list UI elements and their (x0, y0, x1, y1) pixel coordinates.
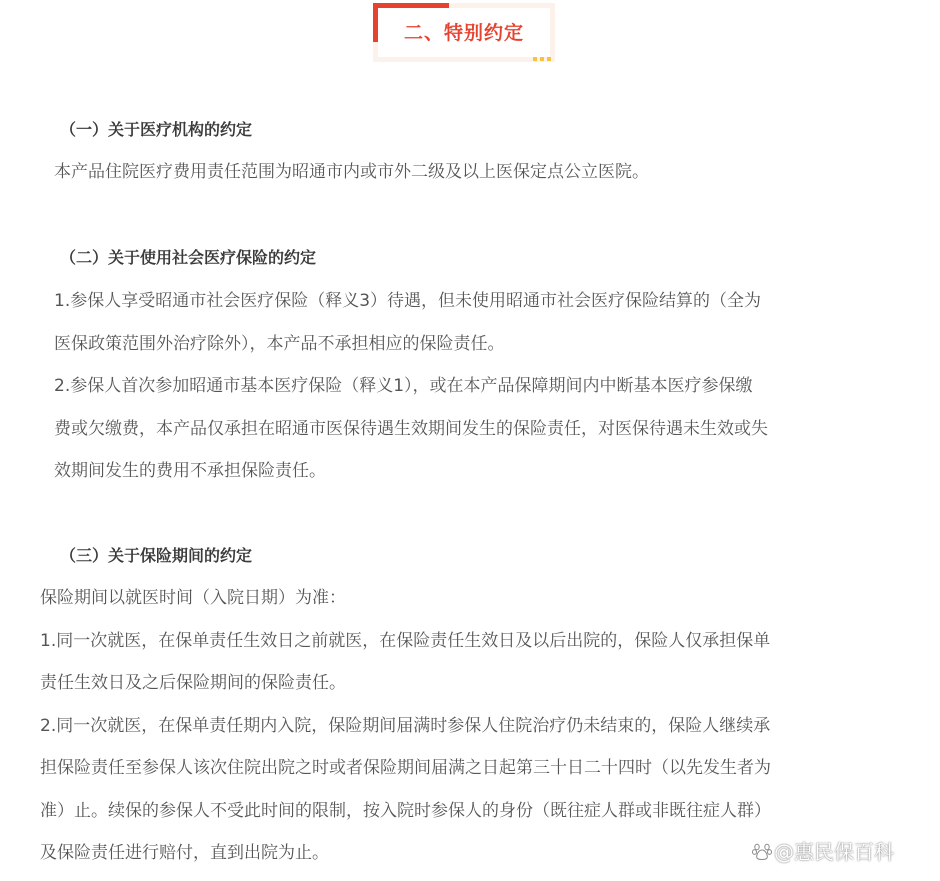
text-line: 保险期间以就医时间（入院日期）为准： (40, 588, 346, 608)
title-corner-top-accent (373, 3, 449, 8)
text-line: 医保政策范围外治疗除外），本产品不承担相应的保险责任。 (54, 333, 505, 354)
text-line: 及保险责任进行赔付，直到出院为止。 (40, 843, 329, 863)
section-title: 二、特别约定 (403, 22, 524, 44)
text-line: 效期间发生的费用不承担保险责任。 (54, 461, 326, 481)
baidu-paw-icon (752, 841, 772, 861)
text-line: 1.参保人享受昭通市社会医疗保险（释义3）待遇，但未使用昭通市社会医疗保险结算的（全为 (54, 291, 762, 311)
heading-medical-institution: （一）关于医疗机构的约定 (60, 120, 253, 139)
paragraph-social-insurance (54, 280, 768, 493)
paragraph-insurance-period (40, 577, 771, 875)
text-line: 2.同一次就医，在保单责任期内入院，保险期间届满时参保人住院治疗仍未结束的，保险人继续承 (40, 715, 771, 736)
text-line: 本产品住院医疗费用责任范围为昭通市内或市外二级及以上医保定点公立医院。 (54, 162, 649, 182)
text-line: 责任生效日及之后保险期间的保险责任。 (40, 673, 346, 693)
text-line: 费或欠缴费，本产品仅承担在昭通市医保待遇生效期间发生的保险责任，对医保待遇未生效或失 (54, 418, 768, 439)
text-line: 准）止。续保的参保人不受此时间的限制，按入院时参保人的身份（既往症人群或非既往症人群） (40, 800, 771, 821)
watermark (752, 836, 894, 865)
title-dots-decoration (533, 57, 551, 61)
text-line: 担保险责任至参保人该次住院出院之时或者保险期间届满之日起第三十日二十四时（以先发生者为 (40, 758, 771, 778)
watermark-text: @惠民保百科 (774, 840, 894, 864)
heading-insurance-period: （三）关于保险期间的约定 (60, 546, 253, 565)
paragraph-medical-institution (54, 151, 649, 194)
text-line: 1.同一次就医，在保单责任生效日之前就医，在保险责任生效日及以后出院的，保险人仅承担保单 (40, 630, 771, 651)
heading-social-insurance: （二）关于使用社会医疗保险的约定 (60, 248, 317, 267)
text-line: 2.参保人首次参加昭通市基本医疗保险（释义1），或在本产品保障期间内中断基本医疗参保缴 (54, 376, 753, 396)
